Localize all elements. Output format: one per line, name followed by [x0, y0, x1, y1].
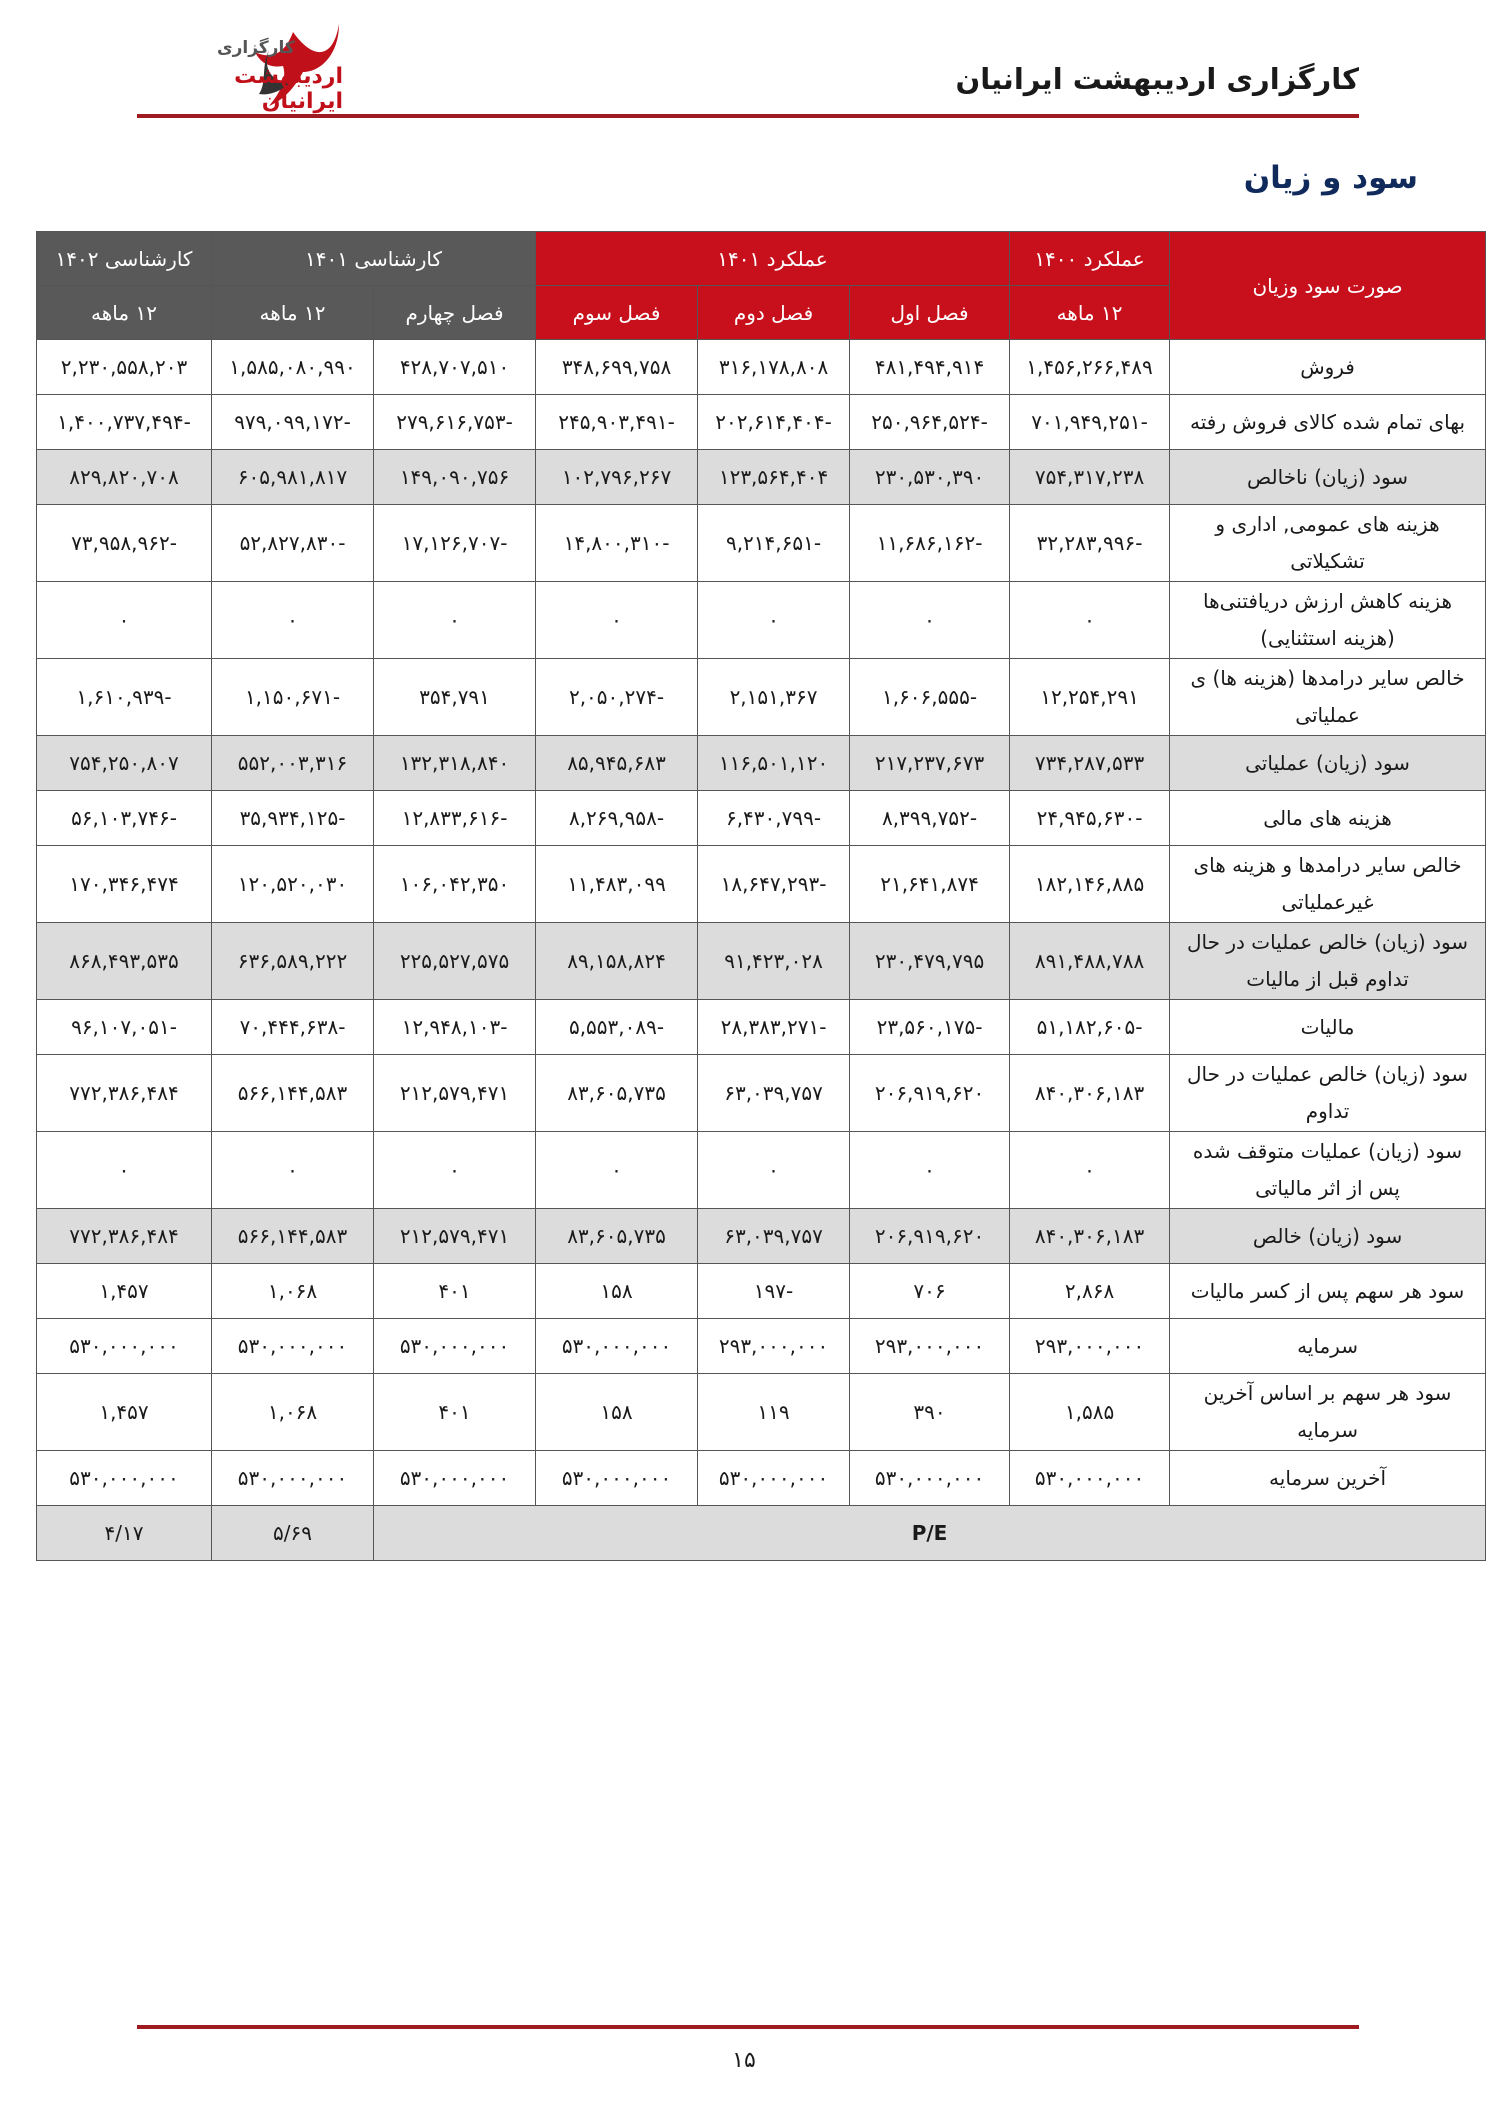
- value-cell: ۵۳۰,۰۰۰,۰۰۰: [536, 1451, 698, 1506]
- value-cell: ۱۲۰,۵۲۰,۰۳۰: [212, 846, 374, 923]
- value-cell: ۲۰۲,۶۱۴,۴۰۴-: [698, 395, 850, 450]
- row-label: سود (زیان) عملیاتی: [1170, 736, 1486, 791]
- value-cell: ۵۳۰,۰۰۰,۰۰۰: [374, 1451, 536, 1506]
- value-cell: ۹۷۹,۰۹۹,۱۷۲-: [212, 395, 374, 450]
- value-cell: ۱۲۳,۵۶۴,۴۰۴: [698, 450, 850, 505]
- table-row: [37, 340, 1486, 395]
- value-cell: ۲۳۰,۴۷۹,۷۹۵: [850, 923, 1010, 1000]
- value-cell: ۱۷۰,۳۴۶,۴۷۴: [37, 846, 212, 923]
- value-cell: ۲۱۲,۵۷۹,۴۷۱: [374, 1209, 536, 1264]
- value-cell: ۳۴۸,۶۹۹,۷۵۸: [536, 340, 698, 395]
- company-name: کارگزاری اردیبهشت ایرانیان: [955, 62, 1359, 96]
- value-cell: ۱,۶۰۶,۵۵۵-: [850, 659, 1010, 736]
- value-cell: ۱۹۷-: [698, 1264, 850, 1319]
- value-cell: ۱۱۹: [698, 1374, 850, 1451]
- value-cell: ۸,۳۹۹,۷۵۲-: [850, 791, 1010, 846]
- row-label: سود (زیان) خالص عملیات در حال تداوم: [1170, 1055, 1486, 1132]
- value-cell: ۲,۸۶۸: [1010, 1264, 1170, 1319]
- logo-text-top: کارگزاری: [217, 38, 295, 58]
- value-cell: ۲۳۰,۵۳۰,۳۹۰: [850, 450, 1010, 505]
- value-cell: ۱۸,۶۴۷,۲۹۳-: [698, 846, 850, 923]
- table-row: [37, 1451, 1486, 1506]
- value-cell: ۲۳,۵۶۰,۱۷۵-: [850, 1000, 1010, 1055]
- table-row: [37, 1264, 1486, 1319]
- value-cell: ۵۶,۱۰۳,۷۴۶-: [37, 791, 212, 846]
- value-cell: ۱۳۲,۳۱۸,۸۴۰: [374, 736, 536, 791]
- value-cell: ۲۸,۳۸۳,۲۷۱-: [698, 1000, 850, 1055]
- table-row: [37, 1209, 1486, 1264]
- value-cell: ۳۲,۲۸۳,۹۹۶-: [1010, 505, 1170, 582]
- value-cell: ۰: [536, 1132, 698, 1209]
- value-cell: ۱,۴۵۷: [37, 1374, 212, 1451]
- table-row: [37, 1132, 1486, 1209]
- header-divider: [137, 114, 1359, 118]
- value-cell: ۷۵۴,۲۵۰,۸۰۷: [37, 736, 212, 791]
- pe-forecast-1401: ۵/۶۹: [212, 1506, 374, 1561]
- value-cell: ۵۳۰,۰۰۰,۰۰۰: [698, 1451, 850, 1506]
- value-cell: ۸۴۰,۳۰۶,۱۸۳: [1010, 1055, 1170, 1132]
- value-cell: ۱,۴۵۷: [37, 1264, 212, 1319]
- value-cell: ۳۱۶,۱۷۸,۸۰۸: [698, 340, 850, 395]
- value-cell: ۰: [850, 1132, 1010, 1209]
- pe-forecast-1402: ۴/۱۷: [37, 1506, 212, 1561]
- table-row: [37, 736, 1486, 791]
- value-cell: ۲۴,۹۴۵,۶۳۰-: [1010, 791, 1170, 846]
- value-cell: ۲۴۵,۹۰۳,۴۹۱-: [536, 395, 698, 450]
- row-label: خالص سایر درامدها و هزینه های غیرعملیاتی: [1170, 846, 1486, 923]
- value-cell: ۰: [212, 582, 374, 659]
- value-cell: ۸۵,۹۴۵,۶۸۳: [536, 736, 698, 791]
- company-logo: [143, 20, 343, 112]
- value-cell: ۳۹۰: [850, 1374, 1010, 1451]
- value-cell: ۸۶۸,۴۹۳,۵۳۵: [37, 923, 212, 1000]
- value-cell: ۱۲,۹۴۸,۱۰۳-: [374, 1000, 536, 1055]
- value-cell: ۴۰۱: [374, 1264, 536, 1319]
- group-header-forecast-1401: کارشناسی ۱۴۰۱: [212, 232, 536, 286]
- value-cell: ۱,۴۰۰,۷۳۷,۴۹۴-: [37, 395, 212, 450]
- group-header-actual-1400: عملکرد ۱۴۰۰: [1010, 232, 1170, 286]
- row-label: مالیات: [1170, 1000, 1486, 1055]
- value-cell: ۰: [1010, 582, 1170, 659]
- value-cell: ۲,۰۵۰,۲۷۴-: [536, 659, 698, 736]
- value-cell: ۱۰۲,۷۹۶,۲۶۷: [536, 450, 698, 505]
- value-cell: ۱,۴۵۶,۲۶۶,۴۸۹: [1010, 340, 1170, 395]
- table-row: [37, 582, 1486, 659]
- value-cell: ۴۸۱,۴۹۴,۹۱۴: [850, 340, 1010, 395]
- value-cell: ۰: [212, 1132, 374, 1209]
- value-cell: ۲۰۶,۹۱۹,۶۲۰: [850, 1055, 1010, 1132]
- section-title: سود و زیان: [1243, 160, 1418, 196]
- value-cell: ۰: [374, 582, 536, 659]
- corner-header: صورت سود وزیان: [1170, 232, 1486, 340]
- value-cell: ۸۹۱,۴۸۸,۷۸۸: [1010, 923, 1170, 1000]
- row-label: هزینه های عمومی, اداری و تشکیلاتی: [1170, 505, 1486, 582]
- row-label: سود (زیان) خالص: [1170, 1209, 1486, 1264]
- subheader-cell: ۱۲ ماهه: [212, 286, 374, 340]
- value-cell: ۵۳۰,۰۰۰,۰۰۰: [37, 1451, 212, 1506]
- value-cell: ۲۷۹,۶۱۶,۷۵۳-: [374, 395, 536, 450]
- value-cell: ۲۹۳,۰۰۰,۰۰۰: [850, 1319, 1010, 1374]
- value-cell: ۹۱,۴۲۳,۰۲۸: [698, 923, 850, 1000]
- value-cell: ۱۴۹,۰۹۰,۷۵۶: [374, 450, 536, 505]
- value-cell: ۳۵,۹۳۴,۱۲۵-: [212, 791, 374, 846]
- subheader-cell: فصل سوم: [536, 286, 698, 340]
- page-number: ۱۵: [732, 2048, 756, 2073]
- row-label: سود (زیان) عملیات متوقف شده پس از اثر مالیاتی: [1170, 1132, 1486, 1209]
- value-cell: ۶۳,۰۳۹,۷۵۷: [698, 1055, 850, 1132]
- value-cell: ۱,۱۵۰,۶۷۱-: [212, 659, 374, 736]
- page-header: [137, 20, 1359, 120]
- value-cell: ۱۱,۴۸۳,۰۹۹: [536, 846, 698, 923]
- table-row: [37, 395, 1486, 450]
- subheader-cell: فصل چهارم: [374, 286, 536, 340]
- group-header-forecast-1402: کارشناسی ۱۴۰۲: [37, 232, 212, 286]
- value-cell: ۰: [374, 1132, 536, 1209]
- table-row: [37, 1374, 1486, 1451]
- value-cell: ۸۴۰,۳۰۶,۱۸۳: [1010, 1209, 1170, 1264]
- value-cell: ۹,۲۱۴,۶۵۱-: [698, 505, 850, 582]
- value-cell: ۷۳,۹۵۸,۹۶۲-: [37, 505, 212, 582]
- value-cell: ۹۶,۱۰۷,۰۵۱-: [37, 1000, 212, 1055]
- row-label: هزینه های مالی: [1170, 791, 1486, 846]
- value-cell: ۲۱۷,۲۳۷,۶۷۳: [850, 736, 1010, 791]
- table-row: [37, 846, 1486, 923]
- value-cell: ۱۰۶,۰۴۲,۳۵۰: [374, 846, 536, 923]
- row-label: هزینه کاهش ارزش دریافتنی‌ها (هزینه استثنایی): [1170, 582, 1486, 659]
- row-label: سود هر سهم پس از کسر مالیات: [1170, 1264, 1486, 1319]
- subheader-cell: فصل دوم: [698, 286, 850, 340]
- value-cell: ۰: [698, 1132, 850, 1209]
- table-row: [37, 1055, 1486, 1132]
- value-cell: ۷۵۴,۳۱۷,۲۳۸: [1010, 450, 1170, 505]
- value-cell: ۸۳,۶۰۵,۷۳۵: [536, 1055, 698, 1132]
- value-cell: ۷۰۱,۹۴۹,۲۵۱-: [1010, 395, 1170, 450]
- value-cell: ۵۳۰,۰۰۰,۰۰۰: [212, 1451, 374, 1506]
- row-label: فروش: [1170, 340, 1486, 395]
- table-row: [37, 450, 1486, 505]
- value-cell: ۱,۵۸۵,۰۸۰,۹۹۰: [212, 340, 374, 395]
- row-label: آخرین سرمایه: [1170, 1451, 1486, 1506]
- value-cell: ۵۳۰,۰۰۰,۰۰۰: [536, 1319, 698, 1374]
- group-header-actual-1401: عملکرد ۱۴۰۱: [536, 232, 1010, 286]
- value-cell: ۱۷,۱۲۶,۷۰۷-: [374, 505, 536, 582]
- value-cell: ۲۹۳,۰۰۰,۰۰۰: [1010, 1319, 1170, 1374]
- value-cell: ۶,۴۳۰,۷۹۹-: [698, 791, 850, 846]
- value-cell: ۸۲۹,۸۲۰,۷۰۸: [37, 450, 212, 505]
- value-cell: ۱۱,۶۸۶,۱۶۲-: [850, 505, 1010, 582]
- value-cell: ۷۰,۴۴۴,۶۳۸-: [212, 1000, 374, 1055]
- value-cell: ۱,۰۶۸: [212, 1264, 374, 1319]
- table-row: [37, 659, 1486, 736]
- value-cell: ۱۸۲,۱۴۶,۸۸۵: [1010, 846, 1170, 923]
- table-row: [37, 923, 1486, 1000]
- value-cell: ۳۵۴,۷۹۱: [374, 659, 536, 736]
- value-cell: ۲۱,۶۴۱,۸۷۴: [850, 846, 1010, 923]
- value-cell: ۴۲۸,۷۰۷,۵۱۰: [374, 340, 536, 395]
- value-cell: ۵۱,۱۸۲,۶۰۵-: [1010, 1000, 1170, 1055]
- value-cell: ۵۳۰,۰۰۰,۰۰۰: [850, 1451, 1010, 1506]
- value-cell: ۲۵۰,۹۶۴,۵۲۴-: [850, 395, 1010, 450]
- value-cell: ۲,۱۵۱,۳۶۷: [698, 659, 850, 736]
- value-cell: ۰: [536, 582, 698, 659]
- row-label: سود (زیان) ناخالص: [1170, 450, 1486, 505]
- value-cell: ۶۰۵,۹۸۱,۸۱۷: [212, 450, 374, 505]
- row-label: سود هر سهم بر اساس آخرین سرمایه: [1170, 1374, 1486, 1451]
- value-cell: ۶۳۶,۵۸۹,۲۲۲: [212, 923, 374, 1000]
- value-cell: ۸۹,۱۵۸,۸۲۴: [536, 923, 698, 1000]
- value-cell: ۷۷۲,۳۸۶,۴۸۴: [37, 1055, 212, 1132]
- value-cell: ۱۴,۸۰۰,۳۱۰-: [536, 505, 698, 582]
- income-statement-table: [36, 231, 1486, 1561]
- subheader-cell: ۱۲ ماهه: [1010, 286, 1170, 340]
- value-cell: ۱۲,۲۵۴,۲۹۱: [1010, 659, 1170, 736]
- subheader-cell: فصل اول: [850, 286, 1010, 340]
- value-cell: ۸۳,۶۰۵,۷۳۵: [536, 1209, 698, 1264]
- value-cell: ۵۳۰,۰۰۰,۰۰۰: [37, 1319, 212, 1374]
- logo-text-bottom: اردیبهشت ایرانیان: [234, 64, 343, 114]
- table-row: [37, 1319, 1486, 1374]
- value-cell: ۵۳۰,۰۰۰,۰۰۰: [1010, 1451, 1170, 1506]
- value-cell: ۲۲۵,۵۲۷,۵۷۵: [374, 923, 536, 1000]
- value-cell: ۱۵۸: [536, 1374, 698, 1451]
- table-body: [37, 340, 1486, 1506]
- table-row: [37, 791, 1486, 846]
- value-cell: ۱۲,۸۳۳,۶۱۶-: [374, 791, 536, 846]
- value-cell: ۰: [850, 582, 1010, 659]
- value-cell: ۱,۵۸۵: [1010, 1374, 1170, 1451]
- value-cell: ۰: [37, 582, 212, 659]
- footer-divider: [137, 2025, 1359, 2029]
- value-cell: ۱۵۸: [536, 1264, 698, 1319]
- value-cell: ۷۷۲,۳۸۶,۴۸۴: [37, 1209, 212, 1264]
- value-cell: ۸,۲۶۹,۹۵۸-: [536, 791, 698, 846]
- value-cell: ۲۱۲,۵۷۹,۴۷۱: [374, 1055, 536, 1132]
- value-cell: ۱۱۶,۵۰۱,۱۲۰: [698, 736, 850, 791]
- table-row: [37, 1000, 1486, 1055]
- value-cell: ۲۹۳,۰۰۰,۰۰۰: [698, 1319, 850, 1374]
- value-cell: ۶۳,۰۳۹,۷۵۷: [698, 1209, 850, 1264]
- value-cell: ۵۳۰,۰۰۰,۰۰۰: [212, 1319, 374, 1374]
- value-cell: ۵۵۲,۰۰۳,۳۱۶: [212, 736, 374, 791]
- pe-row: [37, 1506, 1486, 1561]
- value-cell: ۵۲,۸۲۷,۸۳۰-: [212, 505, 374, 582]
- value-cell: ۰: [698, 582, 850, 659]
- subheader-cell: ۱۲ ماهه: [37, 286, 212, 340]
- row-label: خالص سایر درامدها (هزینه ها) ی عملیاتی: [1170, 659, 1486, 736]
- value-cell: ۵۶۶,۱۴۴,۵۸۳: [212, 1209, 374, 1264]
- value-cell: ۵۳۰,۰۰۰,۰۰۰: [374, 1319, 536, 1374]
- value-cell: ۱,۶۱۰,۹۳۹-: [37, 659, 212, 736]
- value-cell: ۰: [37, 1132, 212, 1209]
- value-cell: ۱,۰۶۸: [212, 1374, 374, 1451]
- value-cell: ۷۰۶: [850, 1264, 1010, 1319]
- row-label: سود (زیان) خالص عملیات در حال تداوم قبل از مالیات: [1170, 923, 1486, 1000]
- value-cell: ۵۶۶,۱۴۴,۵۸۳: [212, 1055, 374, 1132]
- row-label: بهای تمام شده کالای فروش رفته: [1170, 395, 1486, 450]
- value-cell: ۰: [1010, 1132, 1170, 1209]
- value-cell: ۷۳۴,۲۸۷,۵۳۳: [1010, 736, 1170, 791]
- value-cell: ۵,۵۵۳,۰۸۹-: [536, 1000, 698, 1055]
- row-label: سرمایه: [1170, 1319, 1486, 1374]
- value-cell: ۲,۲۳۰,۵۵۸,۲۰۳: [37, 340, 212, 395]
- value-cell: ۴۰۱: [374, 1374, 536, 1451]
- table-row: [37, 505, 1486, 582]
- value-cell: ۲۰۶,۹۱۹,۶۲۰: [850, 1209, 1010, 1264]
- pe-label: P/E: [374, 1506, 1486, 1561]
